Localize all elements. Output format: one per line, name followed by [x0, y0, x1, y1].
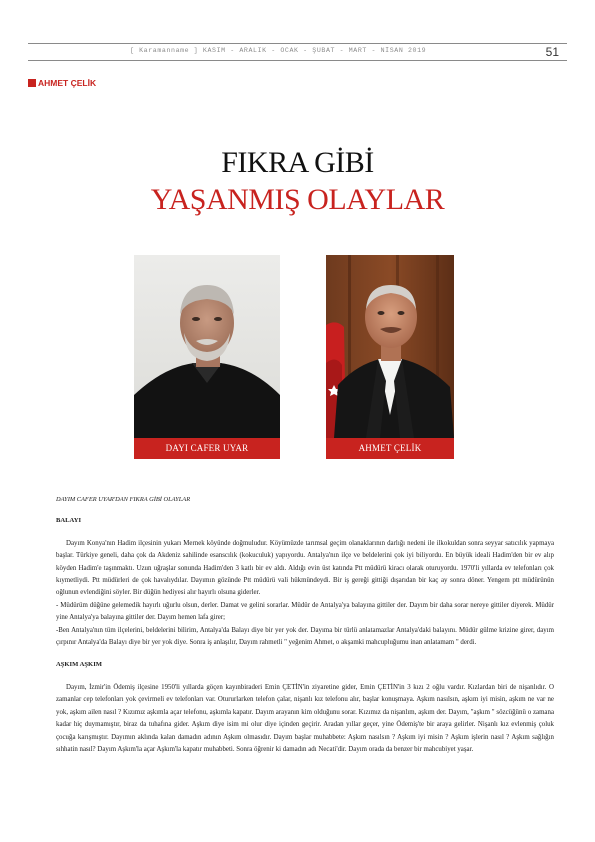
caption-left: DAYI CAFER UYAR	[134, 438, 280, 459]
photo-dayi-cafer-uyar	[134, 255, 280, 438]
caption-right: AHMET ÇELİK	[326, 438, 454, 459]
header-rule-top	[28, 43, 567, 44]
header-rule-bottom	[28, 60, 567, 61]
section-heading-balayi: BALAYI	[56, 517, 82, 525]
header-magazine-issue: [ Karamanname ] KASIM - ARALIK - OCAK - ŞUBAT - MART - NİSAN 2019	[130, 47, 427, 54]
paragraph: - Müdürüm düğüne gelemedik hayırlı uğurlu olsun, derler. Damat ve gelini sorarlar. Müdür de Antalya'ya balayına gittiler der. Dayım bir daha sorar nereye gittiler diyerek. Müdür yine Antalya'ya balayına gittiler der. Dayım hemen lafa girer;	[56, 601, 554, 622]
section-heading-askim: AŞKIM AŞKIM	[56, 661, 102, 669]
photo-ahmet-celik	[326, 255, 454, 438]
paragraph: Dayım Konya'nın Hadim ilçesinin yukarı Mernek köyünde doğmuludur. Köyümüzde tarımsal geçim olanaklarının darlığı nedeni ile ilkokuldan sonra seyyar satıcılık yapmaya başlar. Türkiye geneli, daha çok da Akdeniz sahilinde esanscılık (kokuculuk) yapıyordu. Antalya'nın ilçe ve beldelerini çok iyi biliyordu. En büyük ideali Hadim'den bir ev alıp köyden Hadim'e taşınmaktı. Uzun uğraşlar sonunda Hadim'den 3 katlı bir ev aldı. Aldığı evin üst katında Ptt müdürü kiracı olarak oturuyordu. 1970'li yıllarda ev telefonları çok kıymetliydi. Ptt müdürleri de çok havalıydılar. Dayımın gözünde Ptt müdürü vali hükmündeydi. Bir iş gereği gittiği dışarıdan bir kaç ay sonra döner. Yengem ptt müdürünün oğlunun evlendiğini söyler. Bir düğün hediyesi alır hayırlı olsuna giderler.	[56, 539, 554, 597]
paragraph: Dayım, İzmir'in Ödemiş ilçesine 1950'li yıllarda göçen kayınbiraderi Emin ÇETİN'in ziyaretine gider, Emin ÇETİN'in 3 kızı 2 oğlu vardır. Kızlardan biri de nişanlıdır. O zamanlar cep telefonları yok çevirmeli ev telefonları var. Otururlarken telefon çalar, nişanlı kız telefonu alır, başlar konuşmaya. Aşkım nasılsın, aşkım iyi misin, aşkım ne var ne yok, aşkım ailen nasıl ? Kızımız aşkımla açar telefonu, aşkımla kapatır. Dayım arayanın kim olduğunu sorar. Kızımız da nişanlım, aşkım der. Dayım, "aşkım " sözcüğünü o zamana kadar hiç duymamıştır, biraz da tuhafına gider. Aşkım diye isim mi olur diye içinden geçirir. Aradan yıllar geçer, yine Ödemiş'te bir araya gelirler. Nişanlı kız evlenmiş çoluk çocuğa karışmıştır. Dayımın aklında kalan damadın adının Aşkım olmasıdır. Dayım başlar muhabbete: Aşkım nasılsın ? Aşkım iyi misin ? Aşkım işlerin nasıl ? Aşkım sağlığın sıhhatin nasıl? Dayım Aşkım'la açar Aşkım'la kapatır muhabbeti. Sonra öğrenir ki damadın adı Necati'dir. Dayım orada da benzer bir mahcubiyet yaşar.	[56, 683, 554, 753]
page-number: 51	[545, 45, 559, 59]
paragraph: -Ben Antalya'nın tüm ilçelerini, beldelerini bilirim, Antalya'da Balayı diye bir yer yok der. Dayıma bir türlü anlatamazlar Antalya'daki balayını. Müdür gülme krizine girer, dayım çırpınır Antalya'da Balayı diye bir yer yok diye. Sonra iş anlaşılır, Dayım rahmetli " yeğenim Ahmet, o akşamki mahcupluğumu inan anlatamam " derdi.	[56, 626, 554, 647]
title-line-1: FIKRA GİBİ	[221, 146, 374, 179]
portrait-man-left-image	[134, 255, 280, 438]
author-name: AHMET ÇELİK	[38, 78, 97, 88]
red-square-icon	[28, 79, 36, 87]
portrait-man-right-image	[326, 255, 454, 438]
article-body	[56, 494, 554, 756]
article-subtitle: DAYIM CAFER UYAR'DAN FIKRA GİBİ OLAYLAR	[56, 496, 191, 503]
title-line-2: YAŞANMIŞ OLAYLAR	[150, 183, 445, 216]
author-tag	[28, 78, 96, 88]
